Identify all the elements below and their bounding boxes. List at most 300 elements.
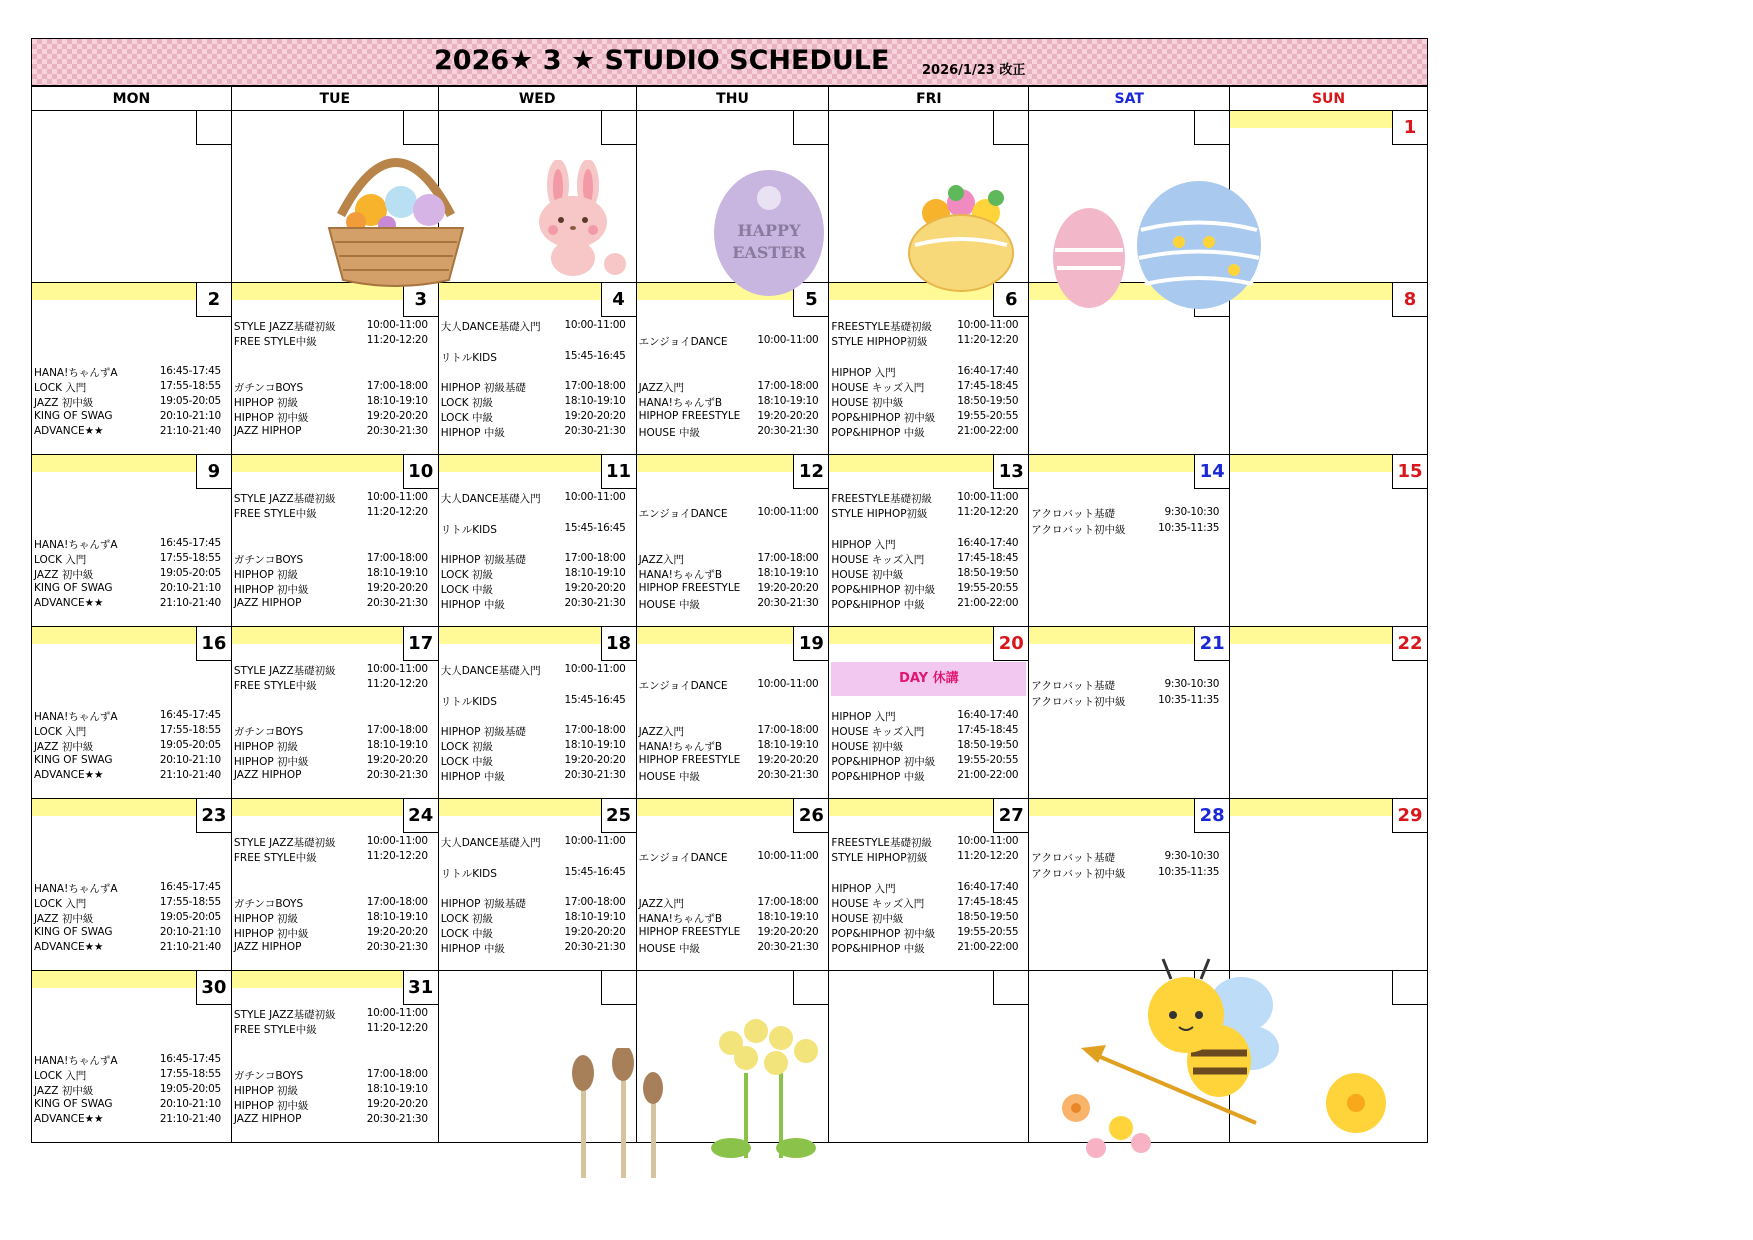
class-name: HOUSE キッズ入門 <box>831 554 925 566</box>
class-name: HOUSE 初中級 <box>831 397 904 409</box>
holiday-notice: DAY 休講 <box>831 662 1026 696</box>
class-time: 17:00-18:00 <box>757 380 819 392</box>
weekday-sun: SUN <box>1230 87 1428 111</box>
class-entry <box>34 425 227 440</box>
svg-text:EASTER: EASTER <box>732 243 806 262</box>
class-time: 17:45-18:45 <box>957 896 1019 908</box>
class-time: 18:10-19:10 <box>564 567 626 579</box>
class-name: LOCK 中級 <box>440 756 493 768</box>
class-entry <box>34 739 227 754</box>
class-time: 21:00-22:00 <box>957 769 1019 781</box>
class-entry <box>441 380 632 395</box>
class-time: 18:10-19:10 <box>366 911 428 923</box>
day-cell[interactable] <box>829 283 1029 455</box>
class-time: 20:30-21:30 <box>366 1113 428 1125</box>
class-entry <box>34 926 227 941</box>
class-entry <box>34 769 227 784</box>
class-entry <box>234 941 434 956</box>
class-name: HANA!ちゃんずA <box>34 1055 118 1067</box>
class-entry <box>34 1083 227 1098</box>
class-entry <box>441 926 632 941</box>
class-entry <box>234 1068 434 1083</box>
class-name: ガチンコBOYS <box>233 382 304 394</box>
class-entry <box>831 567 1024 582</box>
class-time: 10:00-11:00 <box>957 835 1019 847</box>
class-name: HIPHOP 中級 <box>440 599 505 611</box>
class-name: LOCK 中級 <box>440 412 493 424</box>
class-entry <box>1031 522 1225 537</box>
class-time: 16:40-17:40 <box>957 709 1019 721</box>
day-cell[interactable] <box>829 971 1029 1143</box>
class-time: 19:20-20:20 <box>564 410 626 422</box>
rapeseed-flower-icon <box>701 1013 831 1163</box>
day-cell[interactable] <box>829 627 1029 799</box>
class-name: HANA!ちゃんずA <box>34 883 118 895</box>
class-entry <box>831 709 1024 724</box>
class-entry <box>34 380 227 395</box>
day-number: 26 <box>793 799 828 833</box>
class-entry <box>831 769 1024 784</box>
class-entry <box>831 850 1024 865</box>
day-number: 4 <box>601 283 636 317</box>
day-cell[interactable] <box>32 111 232 283</box>
class-entry <box>234 769 434 784</box>
schedule-sheet <box>31 38 1428 1152</box>
day-number <box>196 111 231 145</box>
weekday-header-row <box>32 87 1428 111</box>
class-entry <box>831 380 1024 395</box>
class-entry <box>234 911 434 926</box>
class-name: リトルKIDS <box>440 696 497 708</box>
class-time: 16:45-17:45 <box>159 365 221 377</box>
class-name: アクロバット基礎 <box>1031 680 1115 692</box>
class-time: 16:45-17:45 <box>159 537 221 549</box>
class-entry <box>639 739 825 754</box>
class-time: 17:45-18:45 <box>957 552 1019 564</box>
day-number: 10 <box>403 455 438 489</box>
class-name: POP&HIPHOP 初中級 <box>831 756 936 768</box>
class-entry <box>1031 866 1225 881</box>
class-name: JAZZ 初中級 <box>34 569 94 581</box>
class-entry <box>639 425 825 440</box>
class-name: JAZZ HIPHOP <box>233 769 302 781</box>
class-name: アクロバット初中級 <box>1031 524 1126 536</box>
day-number: 8 <box>1392 283 1427 317</box>
class-entry <box>234 334 434 349</box>
class-name: FREE STYLE中級 <box>233 680 317 692</box>
class-entry <box>639 567 825 582</box>
class-name: HIPHOP 初級基礎 <box>440 382 526 394</box>
class-name: KING OF SWAG <box>34 582 113 594</box>
class-name: HIPHOP 入門 <box>831 539 896 551</box>
class-name: ADVANCE★★ <box>34 1113 104 1125</box>
class-time: 18:50-19:50 <box>957 395 1019 407</box>
class-time: 11:20-12:20 <box>366 1022 428 1034</box>
weekday-tue: TUE <box>231 87 438 111</box>
day-cell[interactable] <box>231 455 438 627</box>
class-entry <box>639 334 825 349</box>
day-number <box>1392 971 1427 1005</box>
day-number: 6 <box>993 283 1028 317</box>
class-time: 20:10-21:10 <box>159 1098 221 1110</box>
class-name: POP&HIPHOP 中級 <box>831 943 925 955</box>
class-time: 20:30-21:30 <box>757 597 819 609</box>
class-time: 19:20-20:20 <box>366 410 428 422</box>
day-number: 31 <box>403 971 438 1005</box>
day-number: 24 <box>403 799 438 833</box>
class-time: 17:00-18:00 <box>757 896 819 908</box>
class-entry <box>639 395 825 410</box>
class-time: 10:00-11:00 <box>564 663 626 675</box>
week-row <box>32 799 1428 971</box>
class-name: ADVANCE★★ <box>34 425 104 437</box>
class-name: LOCK 初級 <box>440 397 493 409</box>
day-number: 3 <box>403 283 438 317</box>
class-name: STYLE JAZZ基礎初級 <box>233 321 336 333</box>
class-entry <box>234 739 434 754</box>
class-name: アクロバット基礎 <box>1031 852 1115 864</box>
class-time: 18:10-19:10 <box>564 911 626 923</box>
class-entry <box>234 1083 434 1098</box>
day-cell[interactable] <box>231 283 438 455</box>
class-entry <box>831 582 1024 597</box>
class-name: STYLE JAZZ基礎初級 <box>233 493 336 505</box>
day-cell[interactable] <box>231 799 438 971</box>
class-time: 20:30-21:30 <box>757 425 819 437</box>
class-name: HIPHOP 初級 <box>233 1085 299 1097</box>
class-name: JAZZ入門 <box>638 726 685 738</box>
class-name: FREE STYLE中級 <box>233 1024 317 1036</box>
week-row <box>32 627 1428 799</box>
class-name: リトルKIDS <box>440 868 497 880</box>
class-name: LOCK 入門 <box>34 382 87 394</box>
class-entry <box>441 522 632 537</box>
class-time: 17:55-18:55 <box>159 1068 221 1080</box>
day-cell[interactable] <box>438 799 636 971</box>
class-entry <box>831 395 1024 410</box>
class-entry <box>639 911 825 926</box>
class-name: HOUSE キッズ入門 <box>831 382 925 394</box>
class-entry <box>234 754 434 769</box>
class-name: LOCK 入門 <box>34 1070 87 1082</box>
class-time: 18:10-19:10 <box>366 395 428 407</box>
class-name: FREESTYLE基礎初級 <box>831 493 933 505</box>
class-time: 17:00-18:00 <box>757 552 819 564</box>
class-name: STYLE JAZZ基礎初級 <box>233 1009 336 1021</box>
class-time: 21:00-22:00 <box>957 425 1019 437</box>
class-entry <box>441 663 632 678</box>
class-name: ADVANCE★★ <box>34 597 104 609</box>
class-time: 19:20-20:20 <box>757 926 819 938</box>
class-name: JAZZ 初中級 <box>34 913 94 925</box>
class-name: HANA!ちゃんずB <box>638 569 723 581</box>
class-time: 19:55-20:55 <box>957 582 1019 594</box>
class-name: アクロバット初中級 <box>1031 696 1126 708</box>
class-time: 20:30-21:30 <box>366 941 428 953</box>
class-name: 大人DANCE基礎入門 <box>440 493 541 505</box>
class-entry <box>234 1098 434 1113</box>
day-cell[interactable] <box>1029 627 1230 799</box>
class-name: HOUSE キッズ入門 <box>831 898 925 910</box>
class-entry <box>234 663 434 678</box>
class-name: HANA!ちゃんずA <box>34 367 118 379</box>
class-entry <box>831 491 1024 506</box>
class-entry <box>34 410 227 425</box>
class-name: STYLE HIPHOP初級 <box>831 336 928 348</box>
class-time: 11:20-12:20 <box>366 334 428 346</box>
class-name: FREESTYLE基礎初級 <box>831 837 933 849</box>
class-entry <box>234 835 434 850</box>
day-number <box>601 111 636 145</box>
class-entry <box>831 926 1024 941</box>
class-entry <box>34 724 227 739</box>
day-cell[interactable] <box>829 799 1029 971</box>
class-time: 16:40-17:40 <box>957 365 1019 377</box>
class-entry <box>831 941 1024 956</box>
class-entry <box>441 582 632 597</box>
class-time: 17:00-18:00 <box>366 380 428 392</box>
day-cell[interactable] <box>438 455 636 627</box>
class-entry <box>234 425 434 440</box>
class-entry <box>34 911 227 926</box>
class-name: JAZZ 初中級 <box>34 1085 94 1097</box>
class-time: 17:55-18:55 <box>159 724 221 736</box>
class-entry <box>639 896 825 911</box>
class-name: HIPHOP 初中級 <box>233 1100 309 1112</box>
day-cell[interactable] <box>636 627 829 799</box>
class-time: 16:45-17:45 <box>159 881 221 893</box>
class-time: 19:55-20:55 <box>957 754 1019 766</box>
class-time: 17:00-18:00 <box>366 552 428 564</box>
class-entry <box>639 724 825 739</box>
day-number: 29 <box>1392 799 1427 833</box>
class-name: エンジョイDANCE <box>638 680 728 692</box>
day-number: 30 <box>196 971 231 1005</box>
class-entry <box>639 380 825 395</box>
class-time: 16:45-17:45 <box>159 709 221 721</box>
class-entry <box>441 835 632 850</box>
day-cell[interactable] <box>1230 455 1428 627</box>
day-cell[interactable] <box>32 283 232 455</box>
class-time: 18:10-19:10 <box>564 395 626 407</box>
class-time: 18:50-19:50 <box>957 567 1019 579</box>
class-entry <box>639 410 825 425</box>
class-entry <box>1031 678 1225 693</box>
day-cell[interactable] <box>636 799 829 971</box>
class-entry <box>234 1113 434 1128</box>
class-time: 18:10-19:10 <box>757 911 819 923</box>
svg-text:HAPPY: HAPPY <box>737 221 801 240</box>
day-cell[interactable] <box>829 455 1029 627</box>
class-time: 19:05-20:05 <box>159 739 221 751</box>
day-cell[interactable] <box>1029 799 1230 971</box>
class-entry <box>639 552 825 567</box>
class-name: HANA!ちゃんずB <box>638 741 723 753</box>
class-time: 11:20-12:20 <box>366 678 428 690</box>
day-cell[interactable] <box>636 283 829 455</box>
class-time: 16:45-17:45 <box>159 1053 221 1065</box>
class-time: 10:00-11:00 <box>564 835 626 847</box>
class-entry <box>831 334 1024 349</box>
day-number <box>793 111 828 145</box>
class-time: 21:00-22:00 <box>957 597 1019 609</box>
class-time: 18:50-19:50 <box>957 911 1019 923</box>
class-name: LOCK 中級 <box>440 928 493 940</box>
day-cell[interactable] <box>32 799 232 971</box>
day-cell[interactable] <box>438 283 636 455</box>
class-entry <box>831 739 1024 754</box>
class-name: HIPHOP 入門 <box>831 883 896 895</box>
class-name: HIPHOP 初中級 <box>233 584 309 596</box>
class-time: 17:45-18:45 <box>957 724 1019 736</box>
title-banner <box>31 38 1428 86</box>
class-time: 10:00-11:00 <box>366 319 428 331</box>
day-cell[interactable] <box>1230 799 1428 971</box>
day-cell[interactable] <box>32 971 232 1143</box>
class-time: 21:10-21:40 <box>159 769 221 781</box>
class-name: POP&HIPHOP 中級 <box>831 427 925 439</box>
weekday-mon: MON <box>32 87 232 111</box>
class-name: JAZZ入門 <box>638 382 685 394</box>
day-cell[interactable] <box>1230 627 1428 799</box>
revision-date: 2026/1/23 改正 <box>922 63 1026 78</box>
day-cell[interactable] <box>231 627 438 799</box>
class-entry <box>639 678 825 693</box>
day-number: 25 <box>601 799 636 833</box>
class-time: 10:00-11:00 <box>564 319 626 331</box>
class-entry <box>441 941 632 956</box>
class-time: 19:20-20:20 <box>757 410 819 422</box>
class-time: 18:10-19:10 <box>757 567 819 579</box>
class-entry <box>441 395 632 410</box>
day-cell[interactable] <box>231 971 438 1143</box>
class-entry <box>441 410 632 425</box>
day-number: 14 <box>1194 455 1229 489</box>
class-time: 17:00-18:00 <box>757 724 819 736</box>
class-time: 21:10-21:40 <box>159 425 221 437</box>
class-entry <box>34 365 227 380</box>
class-name: エンジョイDANCE <box>638 508 728 520</box>
class-entry <box>234 380 434 395</box>
day-number: 11 <box>601 455 636 489</box>
class-time: 17:55-18:55 <box>159 896 221 908</box>
class-time: 15:45-16:45 <box>564 350 626 362</box>
class-name: POP&HIPHOP 初中級 <box>831 412 936 424</box>
weekday-fri: FRI <box>829 87 1029 111</box>
class-entry <box>831 835 1024 850</box>
class-time: 17:00-18:00 <box>366 724 428 736</box>
class-name: HANA!ちゃんずA <box>34 711 118 723</box>
week-row <box>32 455 1428 627</box>
class-entry <box>34 881 227 896</box>
class-time: 10:00-11:00 <box>957 491 1019 503</box>
day-cell[interactable] <box>32 627 232 799</box>
class-time: 10:00-11:00 <box>757 678 819 690</box>
class-name: HIPHOP 初級 <box>233 913 299 925</box>
class-entry <box>831 754 1024 769</box>
day-number <box>601 971 636 1005</box>
class-entry <box>234 1007 434 1022</box>
class-time: 21:00-22:00 <box>957 941 1019 953</box>
class-entry <box>234 850 434 865</box>
class-name: HIPHOP FREESTYLE <box>638 754 741 766</box>
day-number <box>1194 111 1229 145</box>
class-name: KING OF SWAG <box>34 1098 113 1110</box>
class-time: 10:00-11:00 <box>366 491 428 503</box>
day-number: 28 <box>1194 799 1229 833</box>
class-time: 19:20-20:20 <box>564 926 626 938</box>
class-time: 19:20-20:20 <box>564 582 626 594</box>
class-entry <box>831 365 1024 380</box>
class-entry <box>234 724 434 739</box>
class-name: ADVANCE★★ <box>34 769 104 781</box>
day-cell[interactable] <box>636 455 829 627</box>
class-entry <box>831 410 1024 425</box>
class-entry <box>639 926 825 941</box>
class-time: 10:35-11:35 <box>1158 694 1220 706</box>
class-time: 19:20-20:20 <box>564 754 626 766</box>
class-name: アクロバット初中級 <box>1031 868 1126 880</box>
class-name: KING OF SWAG <box>34 754 113 766</box>
class-time: 20:10-21:10 <box>159 410 221 422</box>
class-entry <box>831 552 1024 567</box>
flowers-icon <box>1051 1083 1161 1163</box>
class-entry <box>1031 694 1225 709</box>
day-cell[interactable] <box>1029 455 1230 627</box>
class-entry <box>441 350 632 365</box>
class-entry <box>234 567 434 582</box>
day-cell[interactable] <box>32 455 232 627</box>
class-entry <box>639 754 825 769</box>
class-time: 15:45-16:45 <box>564 694 626 706</box>
class-name: STYLE HIPHOP初級 <box>831 852 928 864</box>
class-time: 10:00-11:00 <box>366 835 428 847</box>
class-entry <box>441 754 632 769</box>
day-number: 27 <box>993 799 1028 833</box>
class-entry <box>441 694 632 709</box>
weekday-sat: SAT <box>1029 87 1230 111</box>
day-cell[interactable] <box>438 627 636 799</box>
class-time: 20:30-21:30 <box>564 597 626 609</box>
class-time: 19:55-20:55 <box>957 926 1019 938</box>
class-name: POP&HIPHOP 中級 <box>831 599 925 611</box>
yellow-flower-icon <box>1321 1068 1391 1138</box>
class-time: 10:00-11:00 <box>366 663 428 675</box>
horsetail-icon <box>561 1048 681 1188</box>
class-time: 18:10-19:10 <box>564 739 626 751</box>
day-number: 20 <box>993 627 1028 661</box>
class-entry <box>831 896 1024 911</box>
day-number <box>993 971 1028 1005</box>
class-name: LOCK 入門 <box>34 898 87 910</box>
class-name: JAZZ HIPHOP <box>233 425 302 437</box>
class-entry <box>441 724 632 739</box>
class-time: 19:20-20:20 <box>366 926 428 938</box>
class-entry <box>441 597 632 612</box>
class-time: 10:35-11:35 <box>1158 522 1220 534</box>
class-name: FREE STYLE中級 <box>233 852 317 864</box>
class-entry <box>234 395 434 410</box>
decorated-eggs-icon <box>1049 180 1269 310</box>
class-entry <box>234 552 434 567</box>
flower-egg-icon <box>901 183 1021 293</box>
class-name: POP&HIPHOP 初中級 <box>831 928 936 940</box>
day-number: 19 <box>793 627 828 661</box>
class-name: HANA!ちゃんずB <box>638 397 723 409</box>
class-time: 9:30-10:30 <box>1164 506 1220 518</box>
class-entry <box>234 491 434 506</box>
class-name: FREESTYLE基礎初級 <box>831 321 933 333</box>
